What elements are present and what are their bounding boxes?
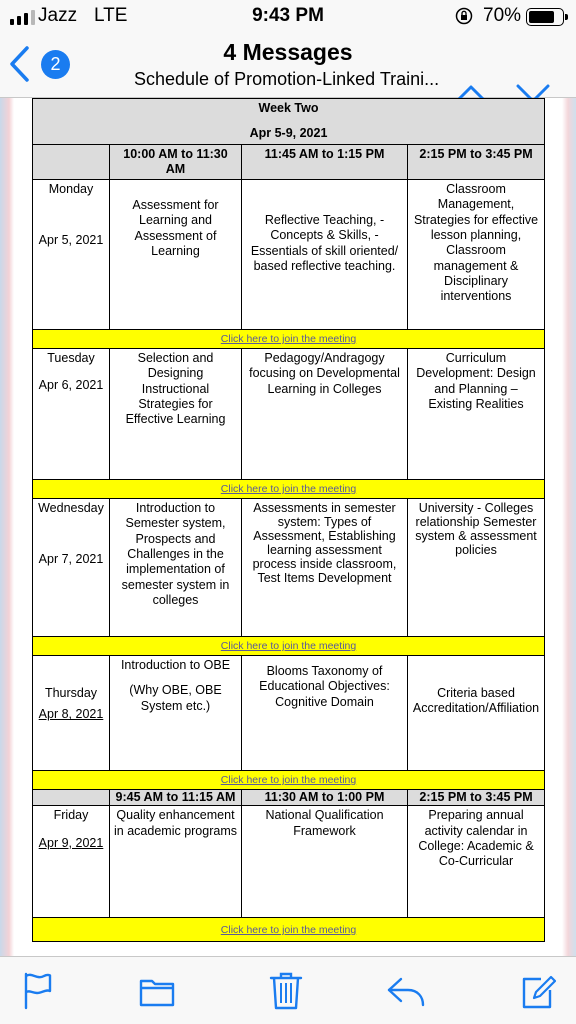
join-meeting-link[interactable]: Click here to join the meeting xyxy=(33,771,545,790)
join-meeting-link[interactable]: Click here to join the meeting xyxy=(33,480,545,499)
session-cell: Selection and Designing Instructional Strategies for Effective Learning xyxy=(110,349,242,480)
time-slot-header: 2:15 PM to 3:45 PM xyxy=(408,144,545,180)
join-meeting-link[interactable]: Click here to join the meeting xyxy=(33,918,545,942)
session-title: Introduction to OBE xyxy=(120,658,231,673)
table-row xyxy=(33,656,545,771)
session-cell: Preparing annual activity calendar in College: Academic & Co-Curricular xyxy=(408,806,545,918)
thread-subject: Schedule of Promotion-Linked Traini... xyxy=(134,69,440,89)
session-cell xyxy=(110,656,242,771)
header-blank-cell xyxy=(33,790,110,806)
orientation-lock-icon xyxy=(455,7,473,25)
week-title: Week Two xyxy=(258,101,319,115)
message-body[interactable] xyxy=(0,98,576,956)
day-date: Apr 7, 2021 xyxy=(38,552,104,567)
trash-icon[interactable] xyxy=(268,971,304,1011)
time-slot-header: 10:00 AM to 11:30 AM xyxy=(110,144,242,180)
day-cell xyxy=(33,180,110,330)
session-cell: Reflective Teaching, - Concepts & Skills, - Essentials of skill oriented/ based reflective teaching. xyxy=(242,180,408,330)
day-cell xyxy=(33,499,110,637)
day-name: Wednesday xyxy=(38,501,104,516)
session-cell: Pedagogy/Andragogy focusing on Developmental Learning in Colleges xyxy=(242,349,408,480)
header-blank-cell xyxy=(33,144,110,180)
schedule-table xyxy=(32,98,545,942)
table-row xyxy=(33,180,545,330)
time-slot-header: 2:15 PM to 3:45 PM xyxy=(408,790,545,806)
session-cell: National Qualification Framework xyxy=(242,806,408,918)
session-cell: Introduction to Semester system, Prospects and Challenges in the implementation of semester system in colleges xyxy=(110,499,242,637)
network-type: LTE xyxy=(94,5,128,26)
day-date: Apr 6, 2021 xyxy=(38,378,104,393)
table-row xyxy=(33,499,545,637)
day-cell xyxy=(33,806,110,918)
session-cell: Quality enhancement in academic programs xyxy=(110,806,242,918)
compose-icon[interactable] xyxy=(520,971,556,1011)
time-slot-header: 11:45 AM to 1:15 PM xyxy=(242,144,408,180)
day-name: Friday xyxy=(53,808,89,823)
battery-icon xyxy=(526,8,564,26)
week-dates: Apr 5-9, 2021 xyxy=(249,126,328,141)
session-cell: Assessments in semester system: Types of Assessment, Establishing learning assessment process inside classroom, Test Items Development xyxy=(242,499,408,637)
session-cell: Classroom Management, Strategies for effective lesson planning, Classroom management & Disciplinary interventions xyxy=(408,180,545,330)
carrier-name: Jazz xyxy=(38,5,78,26)
session-detail: (Why OBE, OBE System etc.) xyxy=(129,683,222,713)
unread-count-badge[interactable]: 2 xyxy=(41,50,70,79)
session-cell: Curriculum Development: Design and Planning – Existing Realities xyxy=(408,349,545,480)
table-row xyxy=(33,806,545,918)
status-bar xyxy=(0,0,576,34)
time-slot-header: 11:30 AM to 1:00 PM xyxy=(242,790,408,806)
flag-icon[interactable] xyxy=(20,971,56,1011)
day-name: Thursday xyxy=(44,686,98,701)
day-cell xyxy=(33,656,110,771)
session-cell: University - Colleges relationship Semester system & assessment policies xyxy=(408,499,545,637)
table-row xyxy=(33,349,545,480)
session-cell: Criteria based Accreditation/Affiliation xyxy=(408,656,545,771)
time-slot-header: 9:45 AM to 11:15 AM xyxy=(110,790,242,806)
session-cell: Blooms Taxonomy of Educational Objectives: Cognitive Domain xyxy=(242,656,408,771)
mail-toolbar xyxy=(0,956,576,1024)
session-cell: Assessment for Learning and Assessment of Learning xyxy=(110,180,242,330)
message-nav-bar xyxy=(0,34,576,98)
day-cell xyxy=(33,349,110,480)
day-name: Monday xyxy=(48,182,94,197)
folder-icon[interactable] xyxy=(139,971,175,1011)
thread-title: 4 Messages xyxy=(223,39,353,65)
battery-percent: 70% xyxy=(483,5,522,26)
day-name: Tuesday xyxy=(47,351,95,366)
week-heading xyxy=(33,99,545,145)
day-date: Apr 5, 2021 xyxy=(38,233,104,248)
join-meeting-link[interactable]: Click here to join the meeting xyxy=(33,637,545,656)
join-meeting-link[interactable]: Click here to join the meeting xyxy=(33,330,545,349)
status-time: 9:43 PM xyxy=(252,5,324,26)
reply-icon[interactable] xyxy=(386,971,426,1011)
day-date: Apr 9, 2021 xyxy=(38,835,104,850)
day-date: Apr 8, 2021 xyxy=(38,707,104,722)
